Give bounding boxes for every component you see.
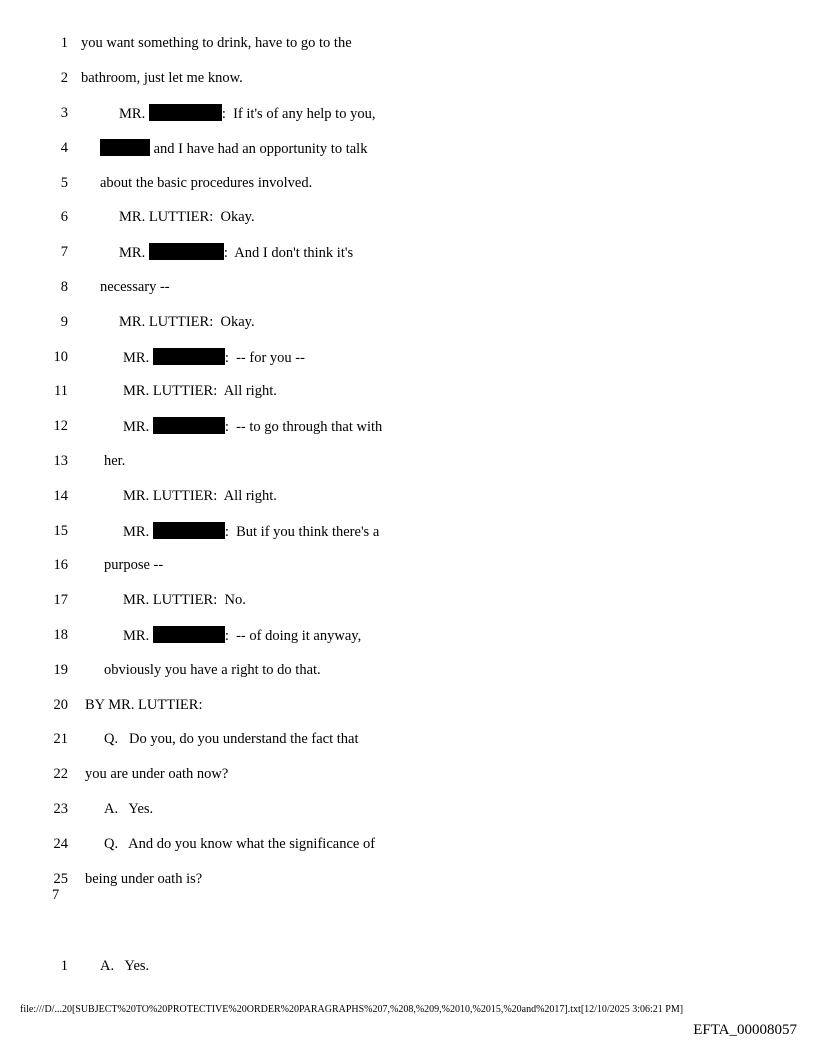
line-number: 25	[53, 871, 68, 887]
line-number: 24	[53, 836, 68, 852]
line-text: MR. LUTTIER: No.	[123, 592, 246, 608]
line-number: 5	[60, 175, 68, 191]
line-text: her.	[104, 453, 126, 469]
line-text: Q. And do you know what the significance of	[104, 836, 376, 852]
speaker-prefix: MR.	[123, 524, 153, 540]
line-text: : But if you think there's a	[224, 524, 380, 540]
line-number: 4	[60, 140, 68, 156]
line-number: 10	[53, 349, 68, 365]
line-text: you are under oath now?	[85, 766, 229, 782]
line-number: 6	[60, 209, 68, 225]
line-number: 18	[53, 627, 68, 643]
line-text: MR. LUTTIER: All right.	[123, 383, 277, 399]
line-text: : -- to go through that with	[224, 419, 383, 435]
document-id: EFTA_00008057	[693, 1022, 797, 1038]
line-text: Q. Do you, do you understand the fact that	[104, 731, 359, 747]
line-number: 1	[60, 958, 68, 974]
redaction-bar	[149, 243, 224, 260]
redaction-bar	[153, 417, 225, 434]
line-text: A. Yes.	[104, 801, 154, 817]
speaker-prefix: MR.	[123, 419, 153, 435]
line-number: 22	[53, 766, 68, 782]
line-number: 2	[60, 70, 68, 86]
line-number: 12	[53, 418, 68, 434]
redaction-bar	[153, 348, 225, 365]
line-text: bathroom, just let me know.	[81, 70, 243, 86]
line-text: : And I don't think it's	[223, 245, 354, 261]
line-number: 11	[54, 383, 68, 399]
line-text: : -- for you --	[224, 350, 305, 366]
line-text: MR. LUTTIER: Okay.	[119, 314, 255, 330]
page-number: 7	[52, 887, 60, 903]
line-number: 16	[53, 557, 68, 573]
speaker-prefix: MR.	[119, 106, 149, 122]
line-number: 3	[60, 105, 68, 121]
speaker-prefix: MR.	[123, 628, 153, 644]
line-number: 15	[53, 523, 68, 539]
line-number: 13	[53, 453, 68, 469]
redaction-bar	[149, 104, 222, 121]
line-number: 20	[53, 697, 68, 713]
line-number: 21	[53, 731, 68, 747]
line-number: 1	[60, 35, 68, 51]
line-number: 19	[53, 662, 68, 678]
line-text: necessary --	[100, 279, 170, 295]
line-number: 23	[53, 801, 68, 817]
line-text: about the basic procedures involved.	[100, 175, 313, 191]
line-text: purpose --	[104, 557, 164, 573]
line-text: and I have had an opportunity to talk	[150, 141, 368, 157]
line-text: A. Yes.	[100, 958, 150, 974]
line-text: being under oath is?	[85, 871, 203, 887]
line-text: BY MR. LUTTIER:	[85, 697, 203, 713]
line-number: 14	[53, 488, 68, 504]
redaction-bar	[153, 626, 225, 643]
speaker-prefix: MR.	[123, 350, 153, 366]
line-text: : If it's of any help to you,	[221, 106, 376, 122]
line-text: MR. LUTTIER: All right.	[123, 488, 277, 504]
footer-file-path: file:///D/...20[SUBJECT%20TO%20PROTECTIVE%20ORDER%20PARAGRAPHS%207,%208,%209,%2010,%2015,%20and%2017].txt[12/10/2025 3:06:21 PM]	[20, 1004, 684, 1015]
line-text: : -- of doing it anyway,	[224, 628, 362, 644]
line-text: you want something to drink, have to go to the	[81, 35, 352, 51]
redaction-bar	[100, 139, 150, 156]
line-number: 7	[60, 244, 68, 260]
speaker-prefix: MR.	[119, 245, 149, 261]
line-number: 8	[60, 279, 68, 295]
redaction-bar	[153, 522, 225, 539]
line-number: 9	[60, 314, 68, 330]
line-number: 17	[53, 592, 68, 608]
line-text: obviously you have a right to do that.	[104, 662, 321, 678]
line-text: MR. LUTTIER: Okay.	[119, 209, 255, 225]
